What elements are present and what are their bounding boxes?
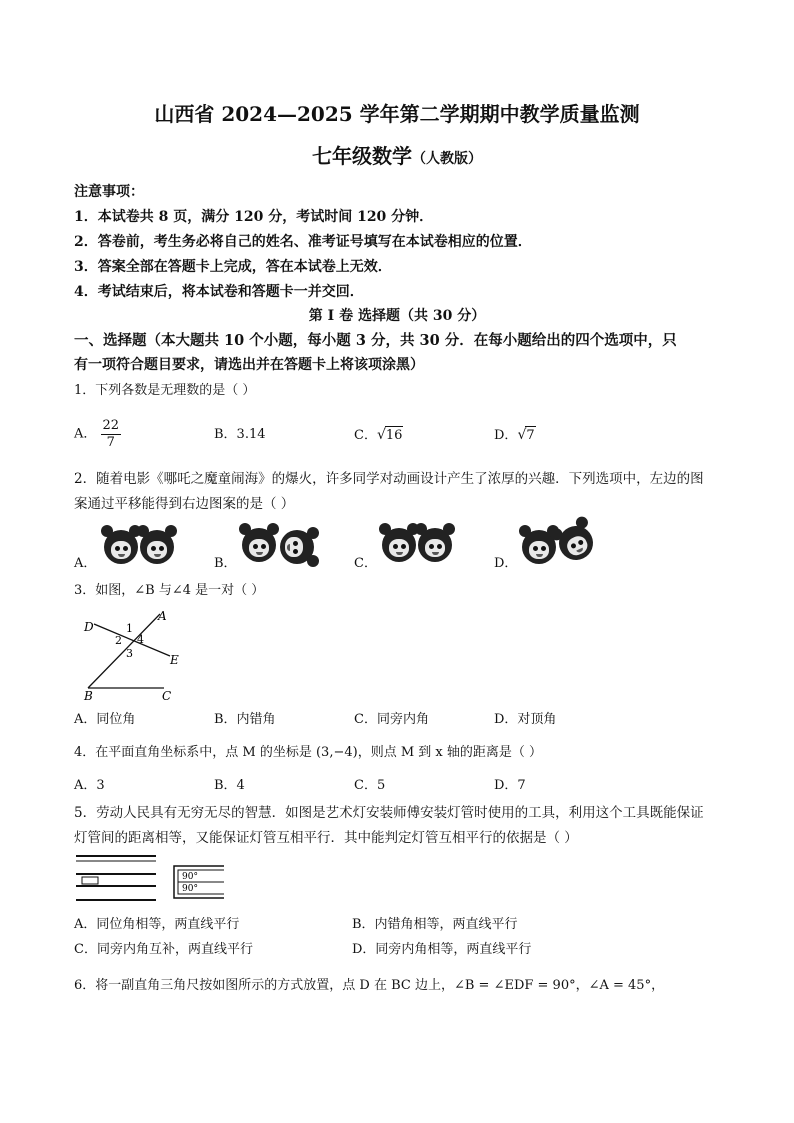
angle-label-top: 90° [182,872,198,882]
label-4: 4 [137,633,144,646]
label-3: 3 [126,647,133,660]
q5-option-b: B．内错角相等，两直线平行 [352,917,518,932]
q5-option-d: D．同旁内角相等，两直线平行 [352,942,532,957]
q3-option-a: A．同位角 [74,712,136,727]
q4-option-c: C．5 [354,778,386,793]
q4-option-d: D．7 [494,778,526,793]
note-item: 4．考试结束后，将本试卷和答题卡一并交回． [74,284,364,300]
label-2: 2 [115,634,122,647]
section-instruction: 有一项符合题目要求，请选出并在答题卡上将该项涂黑） [74,357,424,373]
q2-stem: 2．随着电影《哪吒之魔童闹海》的爆火，许多同学对动画设计产生了浓厚的兴趣．下列选项中，左边的图 [74,471,704,487]
q1-stem: 1．下列各数是无理数的是（ ） [74,383,256,398]
nezha-image [140,530,174,564]
q3-option-c: C．同旁内角 [354,712,429,727]
q1-option-a: A． $\frac{22}{7}$ [74,418,120,450]
exam-subtitle [0,146,794,169]
q1-option-d: D．√7 [494,427,535,443]
nezha-image [382,528,416,562]
note-item: 2．答卷前，考生务必将自己的姓名、准考证号填写在本试卷相应的位置． [74,234,532,250]
note-item: 3．答案全部在答题卡上完成，答在本试卷上无效． [74,259,392,275]
section-instruction: 一、选择题（本大题共 10 个小题，每小题 3 分，共 30 分．在每小题给出的四个选项中，只 [74,332,677,349]
subtitle-main: 七年级数学 [312,144,412,168]
nezha-image [104,530,138,564]
angle-label-bottom: 90° [182,884,198,894]
q4-stem: 4．在平面直角坐标系中，点 M 的坐标是 (3,−4)，则点 M 到 x 轴的距离是（ ） [74,745,542,760]
q6-stem: 6．将一副直角三角尺按如图所示的方式放置，点 D 在 BC 边上，∠B = ∠EDF = 90°，∠A = 45°， [74,978,665,993]
q2-option-c: C． [354,556,377,571]
label-b: B [84,689,93,703]
q4-option-a: A．3 [74,778,105,793]
label-a: A [158,609,167,623]
q5-option-c: C．同旁内角互补，两直线平行 [74,942,253,957]
fraction: $\frac{22}{7}$ [102,418,120,450]
nezha-image-rotated [553,520,598,565]
q2-option-a: A． [74,556,97,571]
q2-stem: 案通过平移能得到右边图案的是（ ） [74,496,295,512]
q5-stem: 5．劳动人民具有无穷无尽的智慧．如图是艺术灯安装师傅安装灯管时使用的工具，利用这个工具既能保证 [74,805,704,821]
q3-geometry-figure [74,604,194,704]
label-1: 1 [126,622,133,635]
q1-option-c: C．√16 [354,427,403,443]
notes-heading: 注意事项： [74,184,144,200]
section-title: 第 I 卷 选择题（共 30 分） [308,308,486,324]
q4-option-b: B．4 [214,778,245,793]
subtitle-note: （人教版） [412,151,482,167]
nezha-image [418,528,452,562]
q2-option-b: B． [214,556,237,571]
q5-option-a: A．同位角相等，两直线平行 [74,917,240,932]
q5-lamp-tool-figure [74,852,234,908]
label-e: E [170,653,179,667]
q2-option-d: D． [494,556,518,571]
nezha-image [242,528,276,562]
nezha-image-rotated [280,530,314,564]
label-c: C [162,689,172,703]
label-d: D [84,620,94,634]
q3-option-d: D．对顶角 [494,712,557,727]
q3-option-b: B．内错角 [214,712,276,727]
q1-option-b: B．3.14 [214,427,266,442]
exam-title: 山西省 2024—2025 学年第二学期期中教学质量监测 [154,102,640,126]
note-item: 1．本试卷共 8 页，满分 120 分，考试时间 120 分钟． [74,209,434,225]
q3-stem: 3．如图，∠B 与∠4 是一对（ ） [74,583,265,598]
q5-stem: 灯管间的距离相等，又能保证灯管互相平行．其中能判定灯管互相平行的依据是（ ） [74,830,578,846]
